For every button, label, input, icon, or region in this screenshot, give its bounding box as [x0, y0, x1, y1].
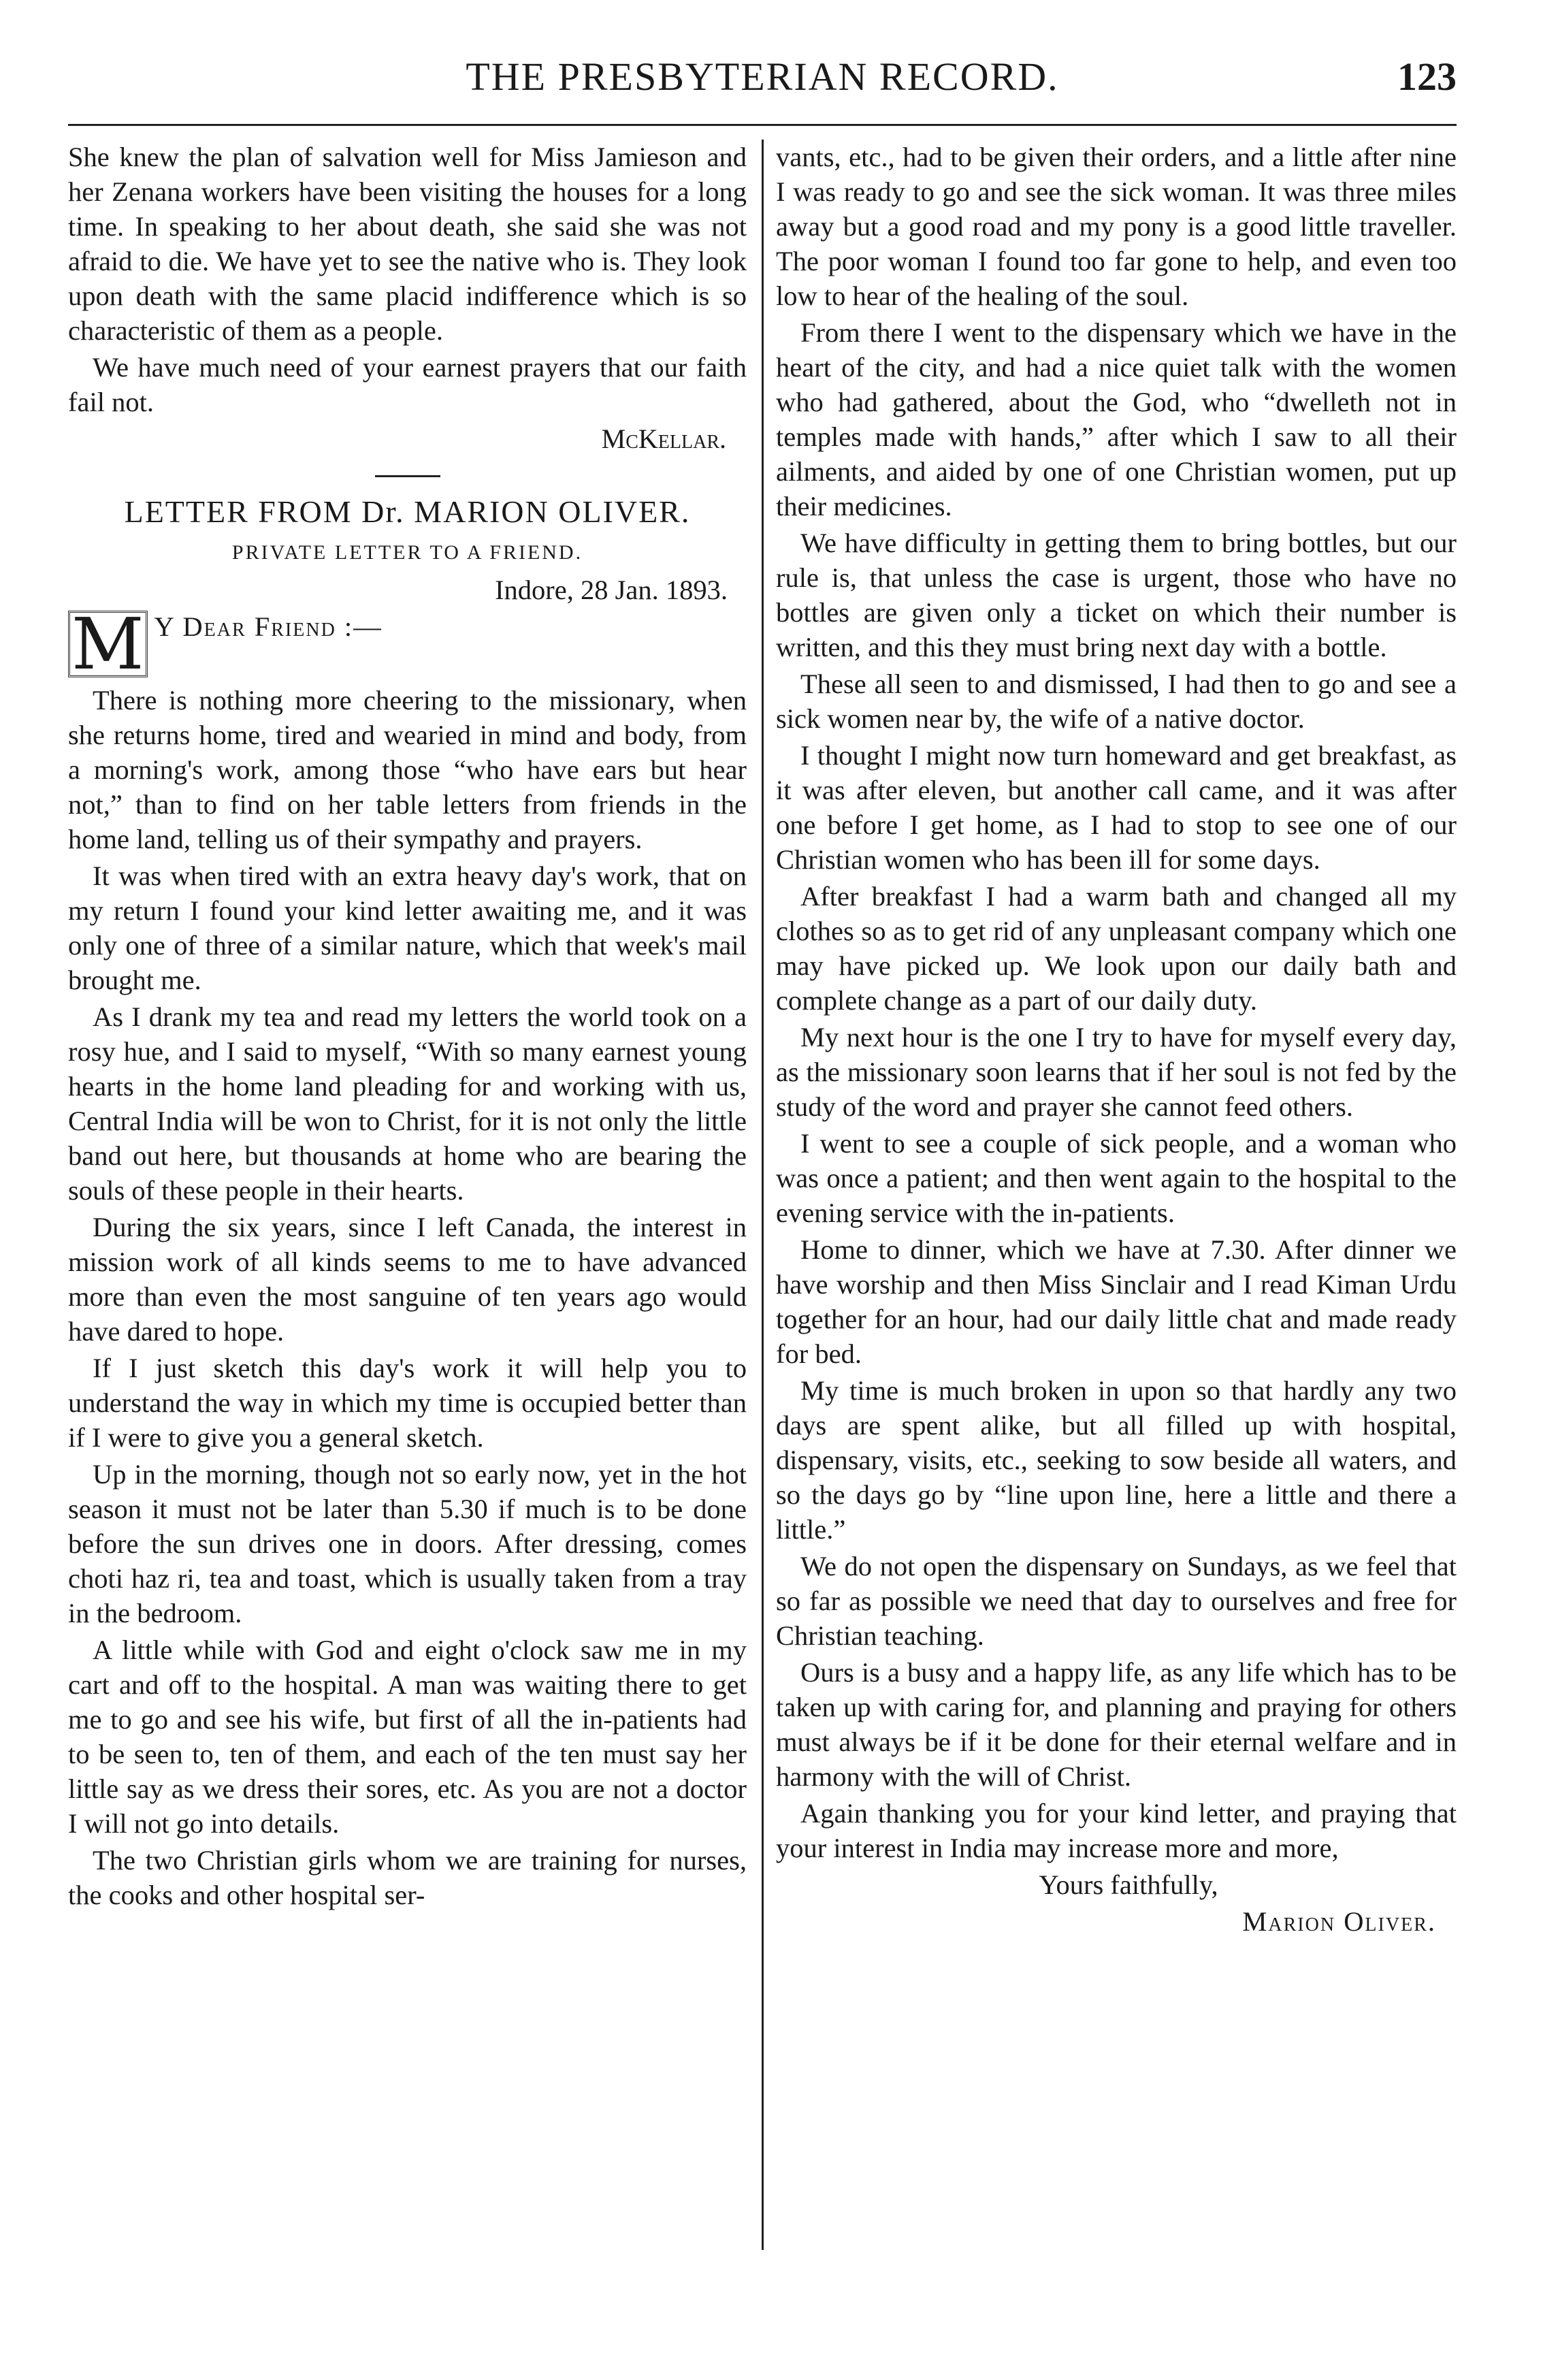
running-head	[68, 48, 1457, 109]
header-rule	[68, 124, 1457, 126]
body-paragraph: During the six years, since I left Canada, the interest in mission work of all kinds seems to me to have advanced more than even the most sanguine of ten years ago would have dared to hope.	[68, 1212, 747, 1347]
dateline: Indore, 28 Jan. 1893.	[495, 575, 728, 605]
salutation-text: Y Dear Friend :—	[154, 611, 383, 642]
salutation	[68, 602, 747, 686]
body-paragraph: My next hour is the one I try to have for myself every day, as the missionary soon learns that if her soul is not fed by the study of the word and prayer she cannot feed others.	[776, 1022, 1457, 1122]
body-paragraph: We do not open the dispensary on Sundays, as we feel that so far as possible we need that day to ourselves and free for Christian teaching.	[776, 1551, 1457, 1651]
body-paragraph: My time is much broken in upon so that hardly any two days are spent alike, but all filled up with hospital, dispensary, visits, etc., seeking to sow beside all waters, and so the days go by “line upon line, here a little and there a little.”	[776, 1375, 1457, 1545]
body-paragraph: It was when tired with an extra heavy day's work, that on my return I found your kind letter awaiting me, and it was only one of three of a similar nature, which that week's mail brought me.	[68, 861, 747, 995]
body-paragraph: As I drank my tea and read my letters the world took on a rosy hue, and I said to myself, “With so many earnest young hearts in the home land pleading for and working with us, Central India will be won to Christ, for it is not only the little band out here, but thousands at home who are bearing the souls of these people in their hearts.	[68, 1001, 747, 1206]
body-paragraph: Up in the morning, though not so early now, yet in the hot season it must not be later than 5.30 if much is to be done before the sun drives one in doors. After dressing, comes choti haz ri, tea and toast, which is usually taken from a tray in the bedroom.	[68, 1459, 747, 1628]
ornamental-initial: M	[68, 611, 148, 677]
letter-signature: Marion Oliver.	[1242, 1906, 1436, 1937]
article-subtitle: PRIVATE LETTER TO A FRIEND.	[231, 541, 583, 564]
body-paragraph: She knew the plan of salvation well for Miss Jamieson and her Zenana workers have been visiting the houses for a long time. In speaking to her about death, she said she was not afraid to die. We have yet to see the native who is. They look upon death with the same placid indifference which is so characteristic of them as a people.	[68, 142, 747, 346]
body-paragraph: Ours is a busy and a happy life, as any life which has to be taken up with caring for, and planning and praying for others must always be if it be done for their eternal welfare and in harmony with the will of Christ.	[776, 1657, 1457, 1792]
journal-title: THE PRESBYTERIAN RECORD.	[466, 54, 1059, 99]
body-paragraph: We have difficulty in getting them to bring bottles, but our rule is, that unless the case is urgent, those who have no bottles are given only a ticket on which their number is written, and this they must bring next day with a bottle.	[776, 528, 1457, 662]
body-paragraph: Again thanking you for your kind letter, and praying that your interest in India may increase more and more,	[776, 1798, 1457, 1863]
body-paragraph: There is nothing more cheering to the missionary, when she returns home, tired and wearied in mind and body, from a morning's work, among those “who have ears but hear not,” than to find on her table letters from friends in the home land, telling us of their sympathy and prayers.	[68, 685, 747, 854]
body-paragraph: These all seen to and dismissed, I had then to go and see a sick women near by, the wife of a native doctor.	[776, 669, 1457, 734]
intro-signature: McKellar.	[601, 423, 726, 454]
body-paragraph: From there I went to the dispensary which we have in the heart of the city, and had a nice quiet talk with the women who had gathered, about the God, who “dwelleth not in temples made with hands,” after which I saw to all their ailments, and aided by one of one Christian women, put up their medicines.	[776, 317, 1457, 521]
body-paragraph: The two Christian girls whom we are training for nurses, the cooks and other hospital ser-	[68, 1845, 747, 1910]
right-column	[776, 140, 1457, 2311]
column-rule	[762, 140, 764, 2250]
body-paragraph: Home to dinner, which we have at 7.30. After dinner we have worship and then Miss Sinclair and I read Kiman Urdu together for an hour, had our daily little chat and made ready for bed.	[776, 1234, 1457, 1369]
article-title: LETTER FROM Dr. MARION OLIVER.	[124, 494, 691, 529]
body-paragraph: A little while with God and eight o'clock saw me in my cart and off to the hospital. A man was waiting there to get me to go and see his wife, but first of all the in-patients had to be seen to, ten of them, and each of the ten must say her little say as we dress their sores, etc. As you are not a doctor I will not go into details.	[68, 1635, 747, 1839]
body-paragraph: I thought I might now turn homeward and get breakfast, as it was after eleven, but another call came, and it was after one before I get home, as I had to stop to see one of our Christian women who has been ill for some days.	[776, 740, 1457, 875]
body-paragraph: vants, etc., had to be given their orders, and a little after nine I was ready to go and see the sick woman. It was three miles away but a good road and my pony is a good little traveller. The poor woman I found too far gone to help, and even too low to hear of the healing of the soul.	[776, 142, 1457, 311]
body-paragraph: If I just sketch this day's work it will help you to understand the way in which my time is occupied better than if I were to give you a general sketch.	[68, 1353, 747, 1453]
body-paragraph: After breakfast I had a warm bath and changed all my clothes so as to get rid of any unpleasant company which one may have picked up. We look upon our daily bath and complete change as a part of our daily duty.	[776, 881, 1457, 1016]
body-paragraph: We have much need of your earnest prayers that our faith fail not.	[68, 352, 747, 417]
left-column	[68, 140, 747, 2311]
letter-closing: Yours faithfully,	[1039, 1869, 1218, 1900]
section-divider	[375, 475, 440, 477]
body-paragraph: I went to see a couple of sick people, and a woman who was once a patient; and then went again to the hospital to the evening service with the in-patients.	[776, 1128, 1457, 1228]
page-number: 123	[1397, 54, 1457, 99]
